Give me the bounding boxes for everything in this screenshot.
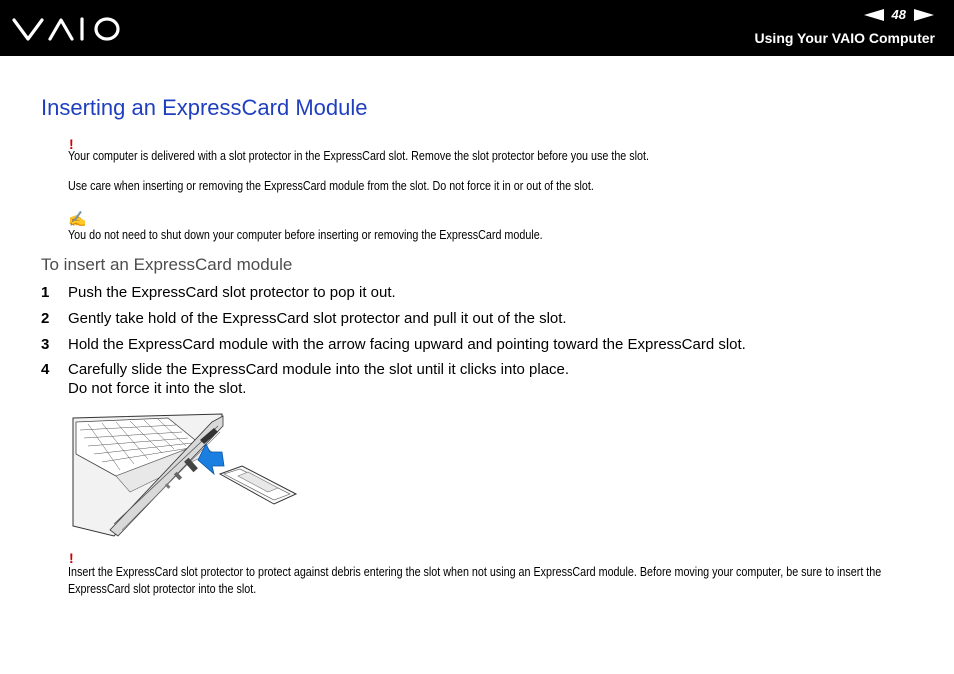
step-text: Hold the ExpressCard module with the arrow facing upward and pointing toward the ExpressCard slot. [68, 336, 746, 353]
page-navigation [864, 7, 934, 23]
step-number: 2 [41, 310, 50, 327]
triangle-right-icon[interactable] [914, 9, 934, 21]
expresscard-insertion-illustration [72, 412, 300, 538]
step-text: Push the ExpressCard slot protector to pop it out. [68, 284, 396, 301]
step-number: 3 [41, 336, 50, 353]
warning-icon: ! [69, 550, 74, 566]
caution-paragraph: Use care when inserting or removing the ExpressCard module from the slot. Do not force it in or out of the slot. [68, 179, 594, 193]
page-title: Inserting an ExpressCard Module [41, 95, 368, 120]
step-text: Gently take hold of the ExpressCard slot protector and pull it out of the slot. [68, 310, 567, 327]
section-name: Using Your VAIO Computer [754, 30, 935, 46]
step-text: Carefully slide the ExpressCard module into the slot until it clicks into place. [68, 361, 570, 378]
warning-icon: ! [69, 136, 74, 152]
warning-text: Your computer is delivered with a slot protector in the ExpressCard slot. Remove the slot protector before you use the slot. [68, 149, 649, 163]
step-number: 4 [41, 361, 50, 378]
triangle-left-icon[interactable] [864, 9, 884, 21]
page-header [0, 0, 954, 56]
vaio-logo [12, 14, 122, 44]
warning-text: Insert the ExpressCard slot protector to protect against debris entering the slot when not using an ExpressCard module. Before moving your computer, be sure to insert the ExpressCard slot protector into the slot. [68, 565, 882, 596]
step-text: Do not force it into the slot. [68, 380, 247, 397]
note-text: You do not need to shut down your computer before inserting or removing the ExpressCard module. [68, 228, 543, 242]
page-number: 48 [891, 7, 906, 22]
note-pencil-icon: ✍ [68, 211, 87, 228]
step-number: 1 [41, 284, 50, 301]
procedure-heading: To insert an ExpressCard module [41, 255, 293, 274]
